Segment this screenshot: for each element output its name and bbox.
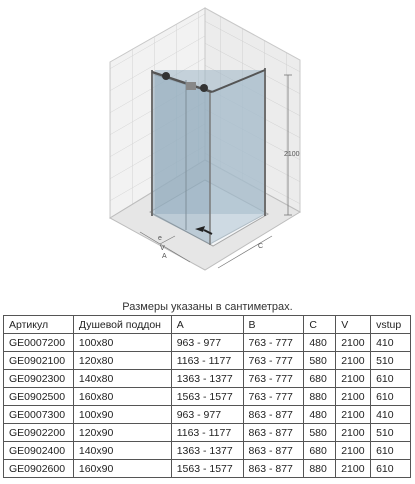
- cell-tray: 140x80: [73, 370, 171, 388]
- cell-article: GE0902500: [4, 388, 74, 406]
- cell-article: GE0902400: [4, 442, 74, 460]
- spec-table: [3, 315, 411, 478]
- cell-v: 2100: [336, 442, 371, 460]
- cell-tray: 100x90: [73, 406, 171, 424]
- cell-c: 580: [304, 352, 336, 370]
- cell-v: 2100: [336, 460, 371, 478]
- cell-article: GE0902300: [4, 370, 74, 388]
- cell-v: 2100: [336, 406, 371, 424]
- sliding-door: [152, 74, 210, 244]
- cell-article: GE0902600: [4, 460, 74, 478]
- cell-a: 1163 - 1177: [171, 424, 243, 442]
- cell-vstup: 610: [371, 442, 411, 460]
- roller-right: [200, 84, 208, 92]
- table-row: [4, 406, 411, 424]
- cell-v: 2100: [336, 388, 371, 406]
- table-row: [4, 352, 411, 370]
- roller-left: [162, 72, 170, 80]
- cell-tray: 100x80: [73, 334, 171, 352]
- cell-c: 480: [304, 334, 336, 352]
- table-row: [4, 442, 411, 460]
- table-row: [4, 460, 411, 478]
- header-c: C: [304, 316, 336, 334]
- table-header-row: [4, 316, 411, 334]
- cell-vstup: 410: [371, 406, 411, 424]
- cell-b: 763 - 777: [243, 334, 304, 352]
- cell-v: 2100: [336, 352, 371, 370]
- cell-vstup: 510: [371, 352, 411, 370]
- header-v: V: [336, 316, 371, 334]
- cell-v: 2100: [336, 370, 371, 388]
- dimension-c-label: C: [258, 243, 264, 250]
- dimension-e-label: e: [158, 235, 162, 242]
- cell-c: 480: [304, 406, 336, 424]
- cell-vstup: 610: [371, 370, 411, 388]
- cell-article: GE0902200: [4, 424, 74, 442]
- cell-a: 1563 - 1577: [171, 388, 243, 406]
- cell-c: 580: [304, 424, 336, 442]
- header-article: Артикул: [4, 316, 74, 334]
- cell-article: GE0007200: [4, 334, 74, 352]
- header-shower-tray: Душевой поддон: [73, 316, 171, 334]
- cell-vstup: 410: [371, 334, 411, 352]
- cell-b: 863 - 877: [243, 442, 304, 460]
- cell-c: 680: [304, 370, 336, 388]
- height-dimension-label: 2100: [284, 151, 300, 158]
- cell-b: 763 - 777: [243, 370, 304, 388]
- dimension-a-label: A: [162, 253, 167, 260]
- cell-b: 863 - 877: [243, 424, 304, 442]
- cell-article: GE0007300: [4, 406, 74, 424]
- cell-a: 1563 - 1577: [171, 460, 243, 478]
- cell-article: GE0902100: [4, 352, 74, 370]
- side-glass-panel: [210, 70, 265, 244]
- cell-a: 963 - 977: [171, 334, 243, 352]
- cell-b: 763 - 777: [243, 352, 304, 370]
- cell-tray: 140x90: [73, 442, 171, 460]
- cell-b: 763 - 777: [243, 388, 304, 406]
- cell-vstup: 610: [371, 388, 411, 406]
- cell-c: 880: [304, 460, 336, 478]
- cell-a: 1163 - 1177: [171, 352, 243, 370]
- header-a: A: [171, 316, 243, 334]
- dimension-v-label: V: [160, 245, 165, 252]
- cell-v: 2100: [336, 334, 371, 352]
- cell-c: 680: [304, 442, 336, 460]
- header-vstup: vstup: [371, 316, 411, 334]
- table-row: [4, 424, 411, 442]
- cell-tray: 160x90: [73, 460, 171, 478]
- cell-vstup: 510: [371, 424, 411, 442]
- units-caption: Размеры указаны в сантиметрах.: [122, 301, 293, 313]
- cell-tray: 120x80: [73, 352, 171, 370]
- cell-a: 1363 - 1377: [171, 442, 243, 460]
- table-row: [4, 370, 411, 388]
- table-row: [4, 334, 411, 352]
- cell-b: 863 - 877: [243, 406, 304, 424]
- cell-tray: 160x80: [73, 388, 171, 406]
- cell-v: 2100: [336, 424, 371, 442]
- cell-vstup: 610: [371, 460, 411, 478]
- cell-a: 1363 - 1377: [171, 370, 243, 388]
- header-b: B: [243, 316, 304, 334]
- cell-b: 863 - 877: [243, 460, 304, 478]
- cell-a: 963 - 977: [171, 406, 243, 424]
- table-row: [4, 388, 411, 406]
- cell-c: 880: [304, 388, 336, 406]
- cell-tray: 120x90: [73, 424, 171, 442]
